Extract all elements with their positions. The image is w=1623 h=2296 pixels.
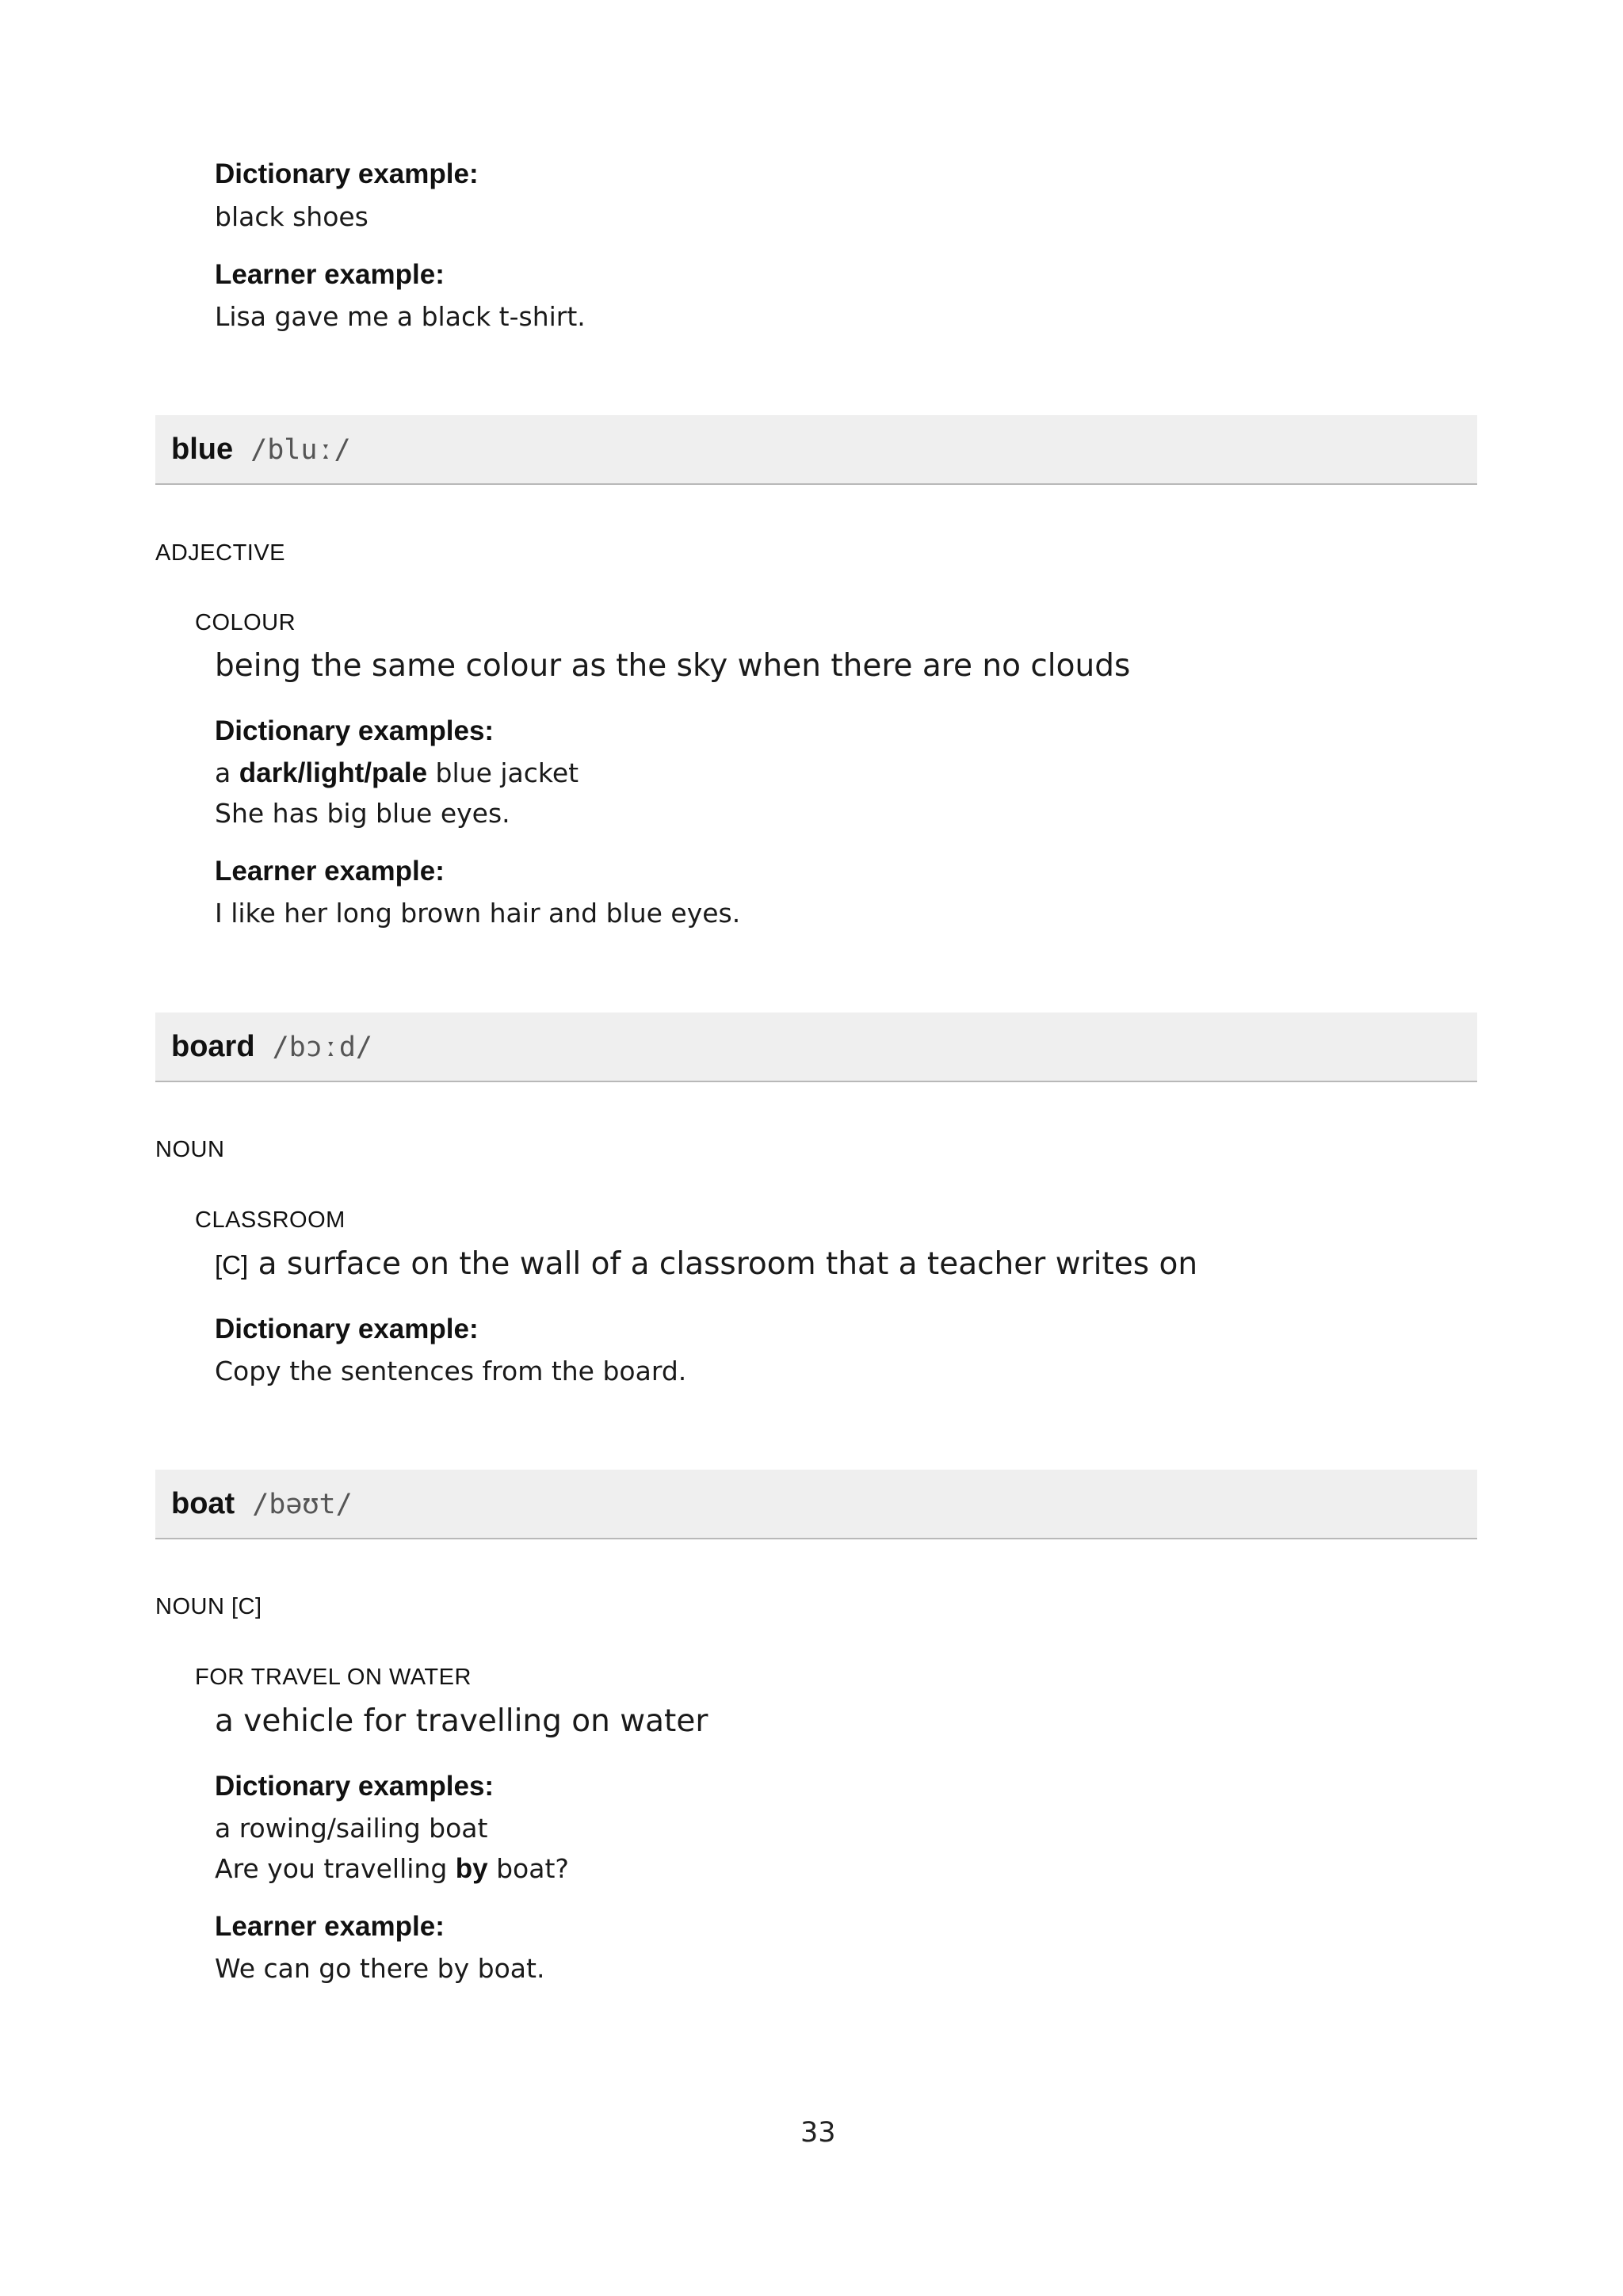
- headword: blue /bluː/: [171, 433, 351, 466]
- page-number: 33: [800, 2117, 836, 2149]
- entry-header-board: [155, 1013, 1477, 1082]
- part-of-speech: NOUN: [155, 1137, 225, 1162]
- guideword: FOR TRAVEL ON WATER: [195, 1665, 472, 1690]
- dictionary-example: Copy the sentences from the board.: [215, 1356, 687, 1386]
- learner-example: I like her long brown hair and blue eyes.: [215, 898, 741, 929]
- guideword: COLOUR: [195, 610, 296, 635]
- dictionary-example: black shoes: [215, 201, 369, 232]
- pronunciation: /bɔːd/: [272, 1032, 372, 1063]
- dictionary-examples-label: Dictionary examples:: [215, 1771, 495, 1802]
- pronunciation: /bluː/: [250, 434, 351, 466]
- learner-example-label: Learner example:: [215, 259, 445, 290]
- dictionary-example: She has big blue eyes.: [215, 798, 510, 829]
- entry-header-boat: [155, 1470, 1477, 1539]
- learner-example-label: Learner example:: [215, 856, 445, 887]
- dictionary-example-label: Dictionary example:: [215, 1314, 479, 1344]
- entry-header-blue: [155, 415, 1477, 485]
- learner-example-label: Learner example:: [215, 1911, 445, 1942]
- pronunciation: /bəʊt/: [252, 1489, 353, 1520]
- headword: board /bɔːd/: [171, 1030, 372, 1063]
- definition: being the same colour as the sky when there are no clouds: [215, 648, 1131, 684]
- dictionary-example: Are you travelling by boat?: [215, 1853, 569, 1884]
- part-of-speech: NOUN [C]: [155, 1594, 262, 1619]
- part-of-speech: ADJECTIVE: [155, 540, 286, 566]
- definition: [C] a surface on the wall of a classroom that a teacher writes on: [215, 1246, 1198, 1282]
- dictionary-example: a rowing/sailing boat: [215, 1813, 488, 1844]
- definition: a vehicle for travelling on water: [215, 1703, 708, 1739]
- learner-example: We can go there by boat.: [215, 1953, 545, 1984]
- learner-example: Lisa gave me a black t-shirt.: [215, 301, 586, 332]
- dictionary-example: a dark/light/pale blue jacket: [215, 757, 579, 788]
- grammar-code: [C]: [215, 1250, 249, 1280]
- dictionary-example-label: Dictionary example:: [215, 158, 479, 189]
- headword: boat /bəʊt/: [171, 1487, 353, 1520]
- guideword: CLASSROOM: [195, 1207, 346, 1233]
- dictionary-examples-label: Dictionary examples:: [215, 715, 495, 746]
